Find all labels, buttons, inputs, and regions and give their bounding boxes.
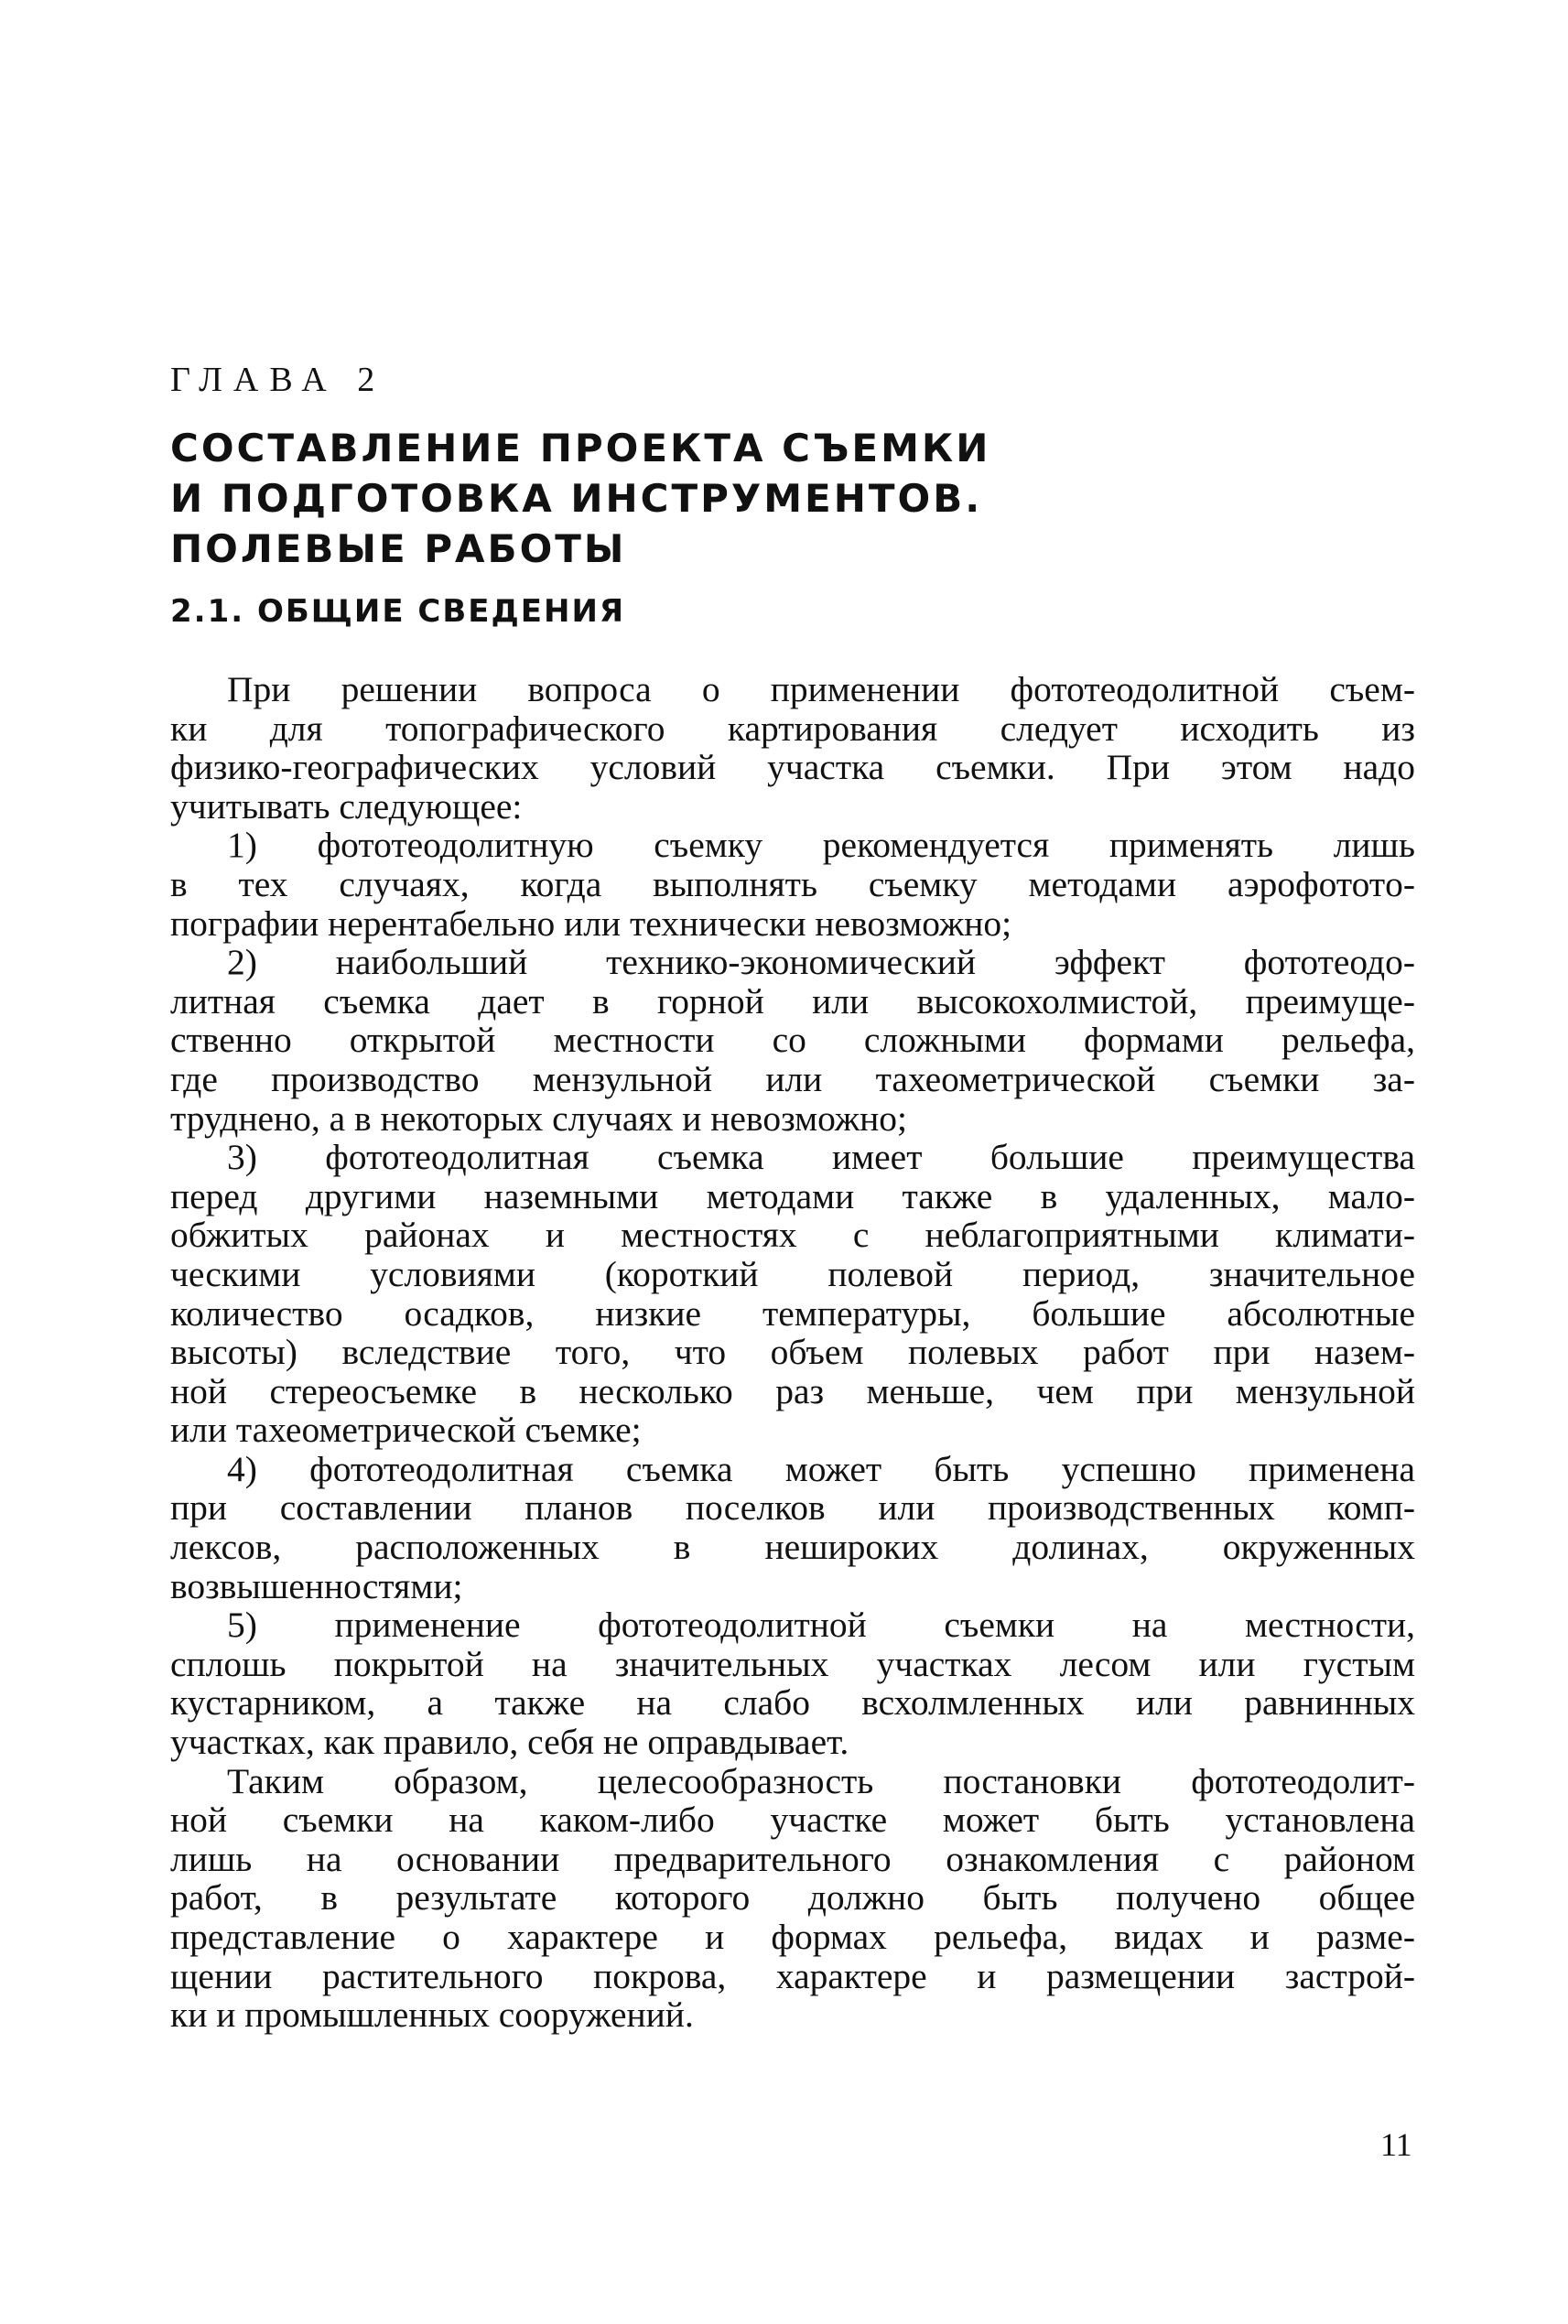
text-line: при составлении планов поселков или производственных комп- bbox=[170, 1487, 1415, 1529]
text-line: обжитых районах и местностях с неблагоприятными климати- bbox=[170, 1215, 1415, 1256]
text-line: 2) наибольший технико-экономический эффект фототеодо- bbox=[227, 942, 1415, 983]
text-line: 3) фототеодолитная съемка имеет большие преимущества bbox=[227, 1137, 1415, 1178]
text-line: представление о характере и формах рельефа, видах и разме- bbox=[170, 1917, 1415, 1957]
text-line: ки и промышленных сооружений. bbox=[170, 1994, 694, 2036]
text-line: количество осадков, низкие температуры, большие абсолютные bbox=[170, 1292, 1415, 1334]
text-line: учитывать следующее: bbox=[170, 785, 523, 827]
chapter-title bbox=[170, 423, 1433, 574]
text-line: ной стереосъемке в несколько раз меньше, чем при мензульной bbox=[170, 1370, 1415, 1411]
text-line: 1) фототеодолитную съемку рекомендуется применять лишь bbox=[227, 825, 1415, 866]
text-line: ческими условиями (короткий полевой период, значительное bbox=[170, 1253, 1415, 1294]
text-line: участках, как правило, себя не оправдывает. bbox=[170, 1722, 849, 1763]
text-line: 4) фототеодолитная съемка может быть успешно применена bbox=[227, 1448, 1415, 1489]
text-line: труднено, а в некоторых случаях и невозможно; bbox=[170, 1097, 908, 1139]
text-line: сплошь покрытой на значительных участках лесом или густым bbox=[170, 1643, 1415, 1684]
text-line: высоты) вследствие того, что объем полевых работ при назем- bbox=[170, 1332, 1415, 1373]
text-line: кустарником, а также на слабо всхолмленных или равнинных bbox=[170, 1682, 1415, 1724]
text-line: или тахеометрической съемке; bbox=[170, 1410, 642, 1451]
text-line: пографии нерентабельно или технически невозможно; bbox=[170, 903, 1012, 944]
page-number: 11 bbox=[1380, 2126, 1412, 2163]
text-line: лексов, расположенных в неширoких долинах, окруженных bbox=[170, 1527, 1415, 1568]
text-line: работ, в результате которого должно быть получено общее bbox=[170, 1877, 1415, 1919]
text-line: 5) применение фототеодолитной съемки на местности, bbox=[227, 1605, 1415, 1646]
section-title: 2.1. ОБЩИЕ СВЕДЕНИЯ bbox=[170, 593, 626, 630]
chapter-title-line: И ПОДГОТОВКА ИНСТРУМЕНТОВ. bbox=[170, 476, 983, 521]
chapter-title-line: ПОЛЕВЫЕ РАБОТЫ bbox=[170, 526, 627, 571]
text-line: где производство мензульной или тахеометрической съемки за- bbox=[170, 1058, 1415, 1099]
text-line: перед другими наземными методами также в удаленных, мало- bbox=[170, 1175, 1415, 1216]
text-line: ной съемки на каком-либо участке может быть установлена bbox=[170, 1800, 1415, 1841]
text-line: литная съемка дает в горной или высокохолмистой, преимуще- bbox=[170, 980, 1415, 1021]
text-line: щении растительного покрова, характере и размещении застрой- bbox=[170, 1955, 1415, 1996]
text-line: возвышенностями; bbox=[170, 1565, 463, 1606]
text-line: Таким образом, целесообразность постановки фототеодолит- bbox=[227, 1760, 1415, 1801]
text-line: ственно открытой местности со сложными формами рельефа, bbox=[170, 1020, 1415, 1061]
text-line: физико-географических условий участка съемки. При этом надо bbox=[170, 747, 1415, 788]
chapter-title-line: СОСТАВЛЕНИЕ ПРОЕКТА СЪЕМКИ bbox=[170, 426, 991, 470]
text-line: При решении вопроса о применении фототеодолитной съем- bbox=[227, 669, 1415, 709]
chapter-label: ГЛАВА 2 bbox=[170, 361, 386, 399]
text-line: ки для топографического картирования следует исходить из bbox=[170, 708, 1415, 749]
text-line: в тех случаях, когда выполнять съемку методами аэрофототo- bbox=[170, 863, 1415, 904]
text-line: лишь на основании предварительного ознакомления с районом bbox=[170, 1838, 1415, 1879]
body-text bbox=[170, 670, 1415, 2035]
